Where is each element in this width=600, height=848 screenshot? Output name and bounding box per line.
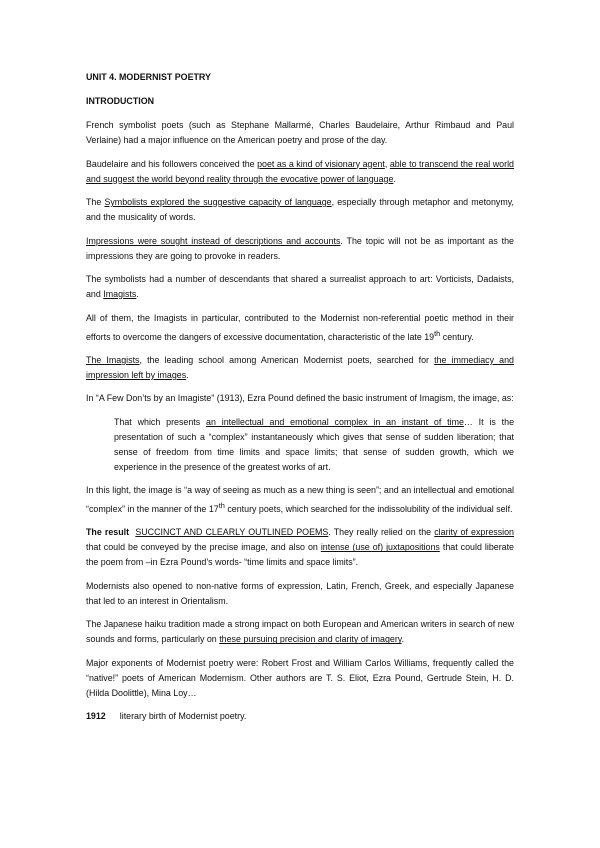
paragraph-pound-definition: In “A Few Don’ts by an Imagiste” (1913), Ezra Pound defined the basic instrument of Imagism, the image, as: [86, 393, 514, 404]
paragraph-impressions [86, 234, 514, 264]
paragraph-result [86, 525, 514, 570]
text-run: . The topic will not be as important as the impressions they are going to provoke in readers. [86, 235, 514, 261]
text-run: century poets, which searched for the indissolubility of the individual self. [224, 503, 513, 514]
text-run: In this light, the image is “a way of seeing as much as a new thing is seen”; and an intellectual and emotional “complex” in the manner of the 17 [86, 484, 514, 514]
paragraph-descendants [86, 272, 514, 302]
paragraph-haiku [86, 617, 514, 647]
unit-title: UNIT 4. MODERNIST POETRY [86, 72, 211, 82]
paragraph-baudelaire [86, 157, 514, 187]
paragraph-image-light [86, 483, 514, 517]
underlined-phrase: these pursuing precision and clarity of imagery [219, 634, 402, 645]
underlined-phrase: able to transcend the real world [389, 158, 514, 169]
text-run: . They really relied on the [328, 527, 435, 538]
text-run: , the leading school among American Modernist poets, searched for [139, 354, 435, 365]
paragraph-imagists-method [86, 311, 514, 345]
underlined-phrase: SUCCINCT AND CLEARLY OUTLINED POEMS [135, 527, 329, 538]
text-run: century. [440, 331, 474, 342]
text-run: . [136, 289, 139, 299]
text-run: Baudelaire and his followers conceived the [86, 158, 258, 169]
paragraph-major-exponents: Major exponents of Modernist poetry were: Robert Frost and William Carlos Williams, frequently called the “native!” poets of American Modernism. Other authors are T. S. Eliot, Ezra Pound, Gertrude Stein, H. D. (Hilda Doolittle), Mina Loy… [86, 657, 514, 698]
underlined-phrase: Imagists [103, 289, 137, 299]
underlined-phrase: the immediacy and impression left by images [86, 354, 514, 380]
text-run: That which presents [114, 416, 207, 427]
paragraph-leading-school [86, 353, 514, 383]
underlined-phrase: Impressions were sought instead of descriptions and accounts [86, 235, 341, 246]
text-run: . [186, 369, 189, 380]
underlined-phrase: poet as a kind of visionary agent [257, 158, 385, 169]
underlined-phrase: and suggest the world beyond reality through the evocative power of language [86, 173, 394, 184]
text-run: … It is the presentation of such a “complex” instantaneously which gives that sense of sudden liberation; that sense of freedom from time limits and space limits; that sense of sudden growth, which we experience in the presence of the greatest works of art. [114, 416, 515, 472]
underlined-phrase: intense (use of) juxtapositions [320, 542, 440, 553]
paragraph-symbolists [86, 195, 514, 225]
text-run: that could be conveyed by the precise image, and also on [86, 542, 321, 553]
text-run: . [393, 173, 396, 184]
paragraph-non-native-forms: Modernists also opened to non-native forms of expression, Latin, French, Greek, and especially Japanese that led to an interest in Orientalism. [86, 580, 514, 606]
text-run: that could liberate the poem from –in Ezra Pound’s words- “time limits and space limits”. [86, 542, 514, 568]
document-body [86, 70, 514, 733]
footer-line [86, 709, 514, 724]
text-run: , [384, 158, 390, 169]
underlined-phrase: clarity of expression [434, 527, 514, 538]
text-run: The symbolists had a number of descendants that shared a surrealist approach to art: Vorticists, Dadaists, and [86, 274, 514, 299]
year-label: 1912 [86, 711, 106, 722]
text-run: , especially through metaphor and metonymy, and the musicality of words. [86, 197, 514, 222]
section-heading: INTRODUCTION [86, 96, 155, 106]
superscript: th [434, 328, 441, 338]
underlined-phrase: The Imagists [86, 354, 140, 365]
underlined-phrase: an intellectual and emotional complex in an instant of time [206, 416, 464, 427]
underlined-phrase: Symbolists explored the suggestive capacity of language [104, 197, 332, 207]
text-run: The [86, 197, 105, 207]
superscript: th [218, 500, 225, 510]
text-run: All of them, the Imagists in particular, contributed to the Modernist non-referential poetic method in their efforts to overcome the dangers of excessive documentation, characteristic of the late 19 [86, 312, 514, 342]
paragraph-symbolist-poets: French symbolist poets (such as Stephane Mallarmé, Charles Baudelaire, Arthur Rimbaud and Paul Verlaine) had a major influence on the American poetry and prose of the day. [86, 120, 514, 145]
footer-text: literary birth of Modernist poetry. [119, 711, 247, 722]
text-run: The Japanese haiku tradition made a strong impact on both European and American writers in search of new sounds and forms, particularly on [86, 619, 514, 645]
bold-label: The result [86, 527, 130, 538]
block-quote [114, 415, 514, 475]
text-run: . [401, 634, 405, 645]
